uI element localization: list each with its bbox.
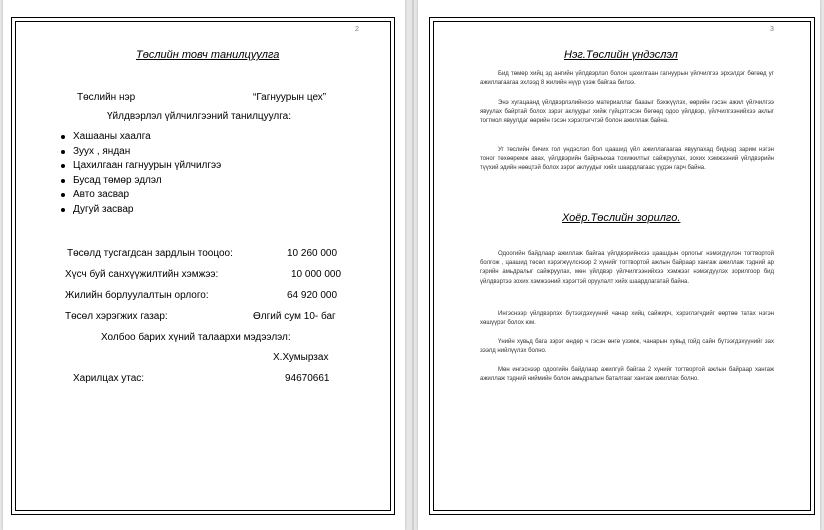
list-item-text: Бусад төмөр эдлэл [73, 174, 162, 186]
section-title-goal: Хоёр.Төслийн зорилго. [562, 212, 681, 224]
bullet-icon [61, 135, 65, 139]
loan-value: 10 000 000 [291, 269, 342, 280]
list-item-text: Цахилгаан гагнуурын үйлчилгээ [73, 160, 222, 172]
paragraph: Үнийн хувьд бага зэрэг өндөр ч гэсэн өнгө үзэмж, чанарын хувьд гойд сайн бүтээгдэхүүнийг зах зээлд нийлүүлэх болно. [480, 339, 774, 355]
contact-name: Х.Хумырзах [273, 352, 329, 363]
revenue-value: 64 920 000 [287, 290, 338, 301]
revenue-label: Жилийн борлуулалтын орлого: [65, 290, 209, 301]
bullet-icon [61, 208, 65, 212]
bullet-icon [61, 193, 65, 197]
contact-heading: Холбоо барих хүний талаархи мэдээлэл: [101, 332, 291, 343]
bullet-icon [61, 179, 65, 183]
list-item [61, 159, 221, 174]
page-title: Төслийн товч танилцуулга [136, 49, 280, 61]
list-item-text: Зуух , яндан [73, 145, 131, 157]
budget-label: Төсөлд тусгагдсан зардлын тооцоо: [67, 248, 233, 259]
budget-value: 10 260 000 [287, 248, 338, 259]
document-page-2 [3, 0, 405, 530]
paragraph: Уг төслийн бичих гол үндэслэл бол цаашид үйл ажиллагаагаа явуулахад биднэд зарим нэгэн тоног төхөөремж авах, үйлдвэрийн байрныхаа тохижилтыг сайжруулах, зохих хэмжээний үйлдвэрийн түүхий эдийн нөөцтэй болох зэрэг аклуудыг хийх шаардлагаас үүдэн гарч байна. [480, 147, 774, 172]
project-name-label: Төслийн нэр [77, 92, 136, 103]
list-item-text: Авто засвар [73, 189, 130, 201]
section-title-rationale: Нэг.Төслийн үндэслэл [564, 49, 678, 61]
list-item [61, 203, 221, 218]
list-item [61, 145, 221, 160]
page-number: 3 [770, 26, 774, 33]
phone-value: 94670661 [285, 373, 330, 384]
paragraph: Мөн ингэснээр одоогийн байдлаар ажилгүй байгаа 2 хүнийг тогтвортой ажлын байраар хангаж ажиллаж тэдний ниймийн болон амьдралын баталгааг хангаж ажиллах болно. [480, 367, 774, 383]
list-item [61, 188, 221, 203]
list-item-text: Дугуй засвар [73, 203, 134, 215]
location-label: Төсөл хэрэгжих газар: [65, 311, 168, 322]
location-value: Өлгий сум 10- баг [253, 311, 336, 322]
document-page-3 [418, 0, 820, 530]
list-item-text: Хашааны хаалга [73, 131, 151, 142]
paragraph: Энэ хугацаанд үйлдвэрлэлийнхээ материаллаг баазыг бэхжүүлэх, өөрийн гэсэн ажил үйлчилгээ явуулах байртай болох зэрэг аклуудыг хийж гүйцэтгэсэн бөгөөд одоо үйлдвэр, үйлчилгээнийхээ аклыг тогтмол явуулдаг өөрийн гэсэн хэрэглэгчтэй болон ажиллаж байна. [480, 100, 774, 125]
bullet-icon [61, 150, 65, 154]
page-border-inner [15, 21, 391, 511]
services-list [61, 130, 221, 218]
services-heading: Үйлдвэрлэл үйлчилгээний танилцуулга: [107, 111, 292, 122]
bullet-icon [61, 164, 65, 168]
list-item [61, 130, 221, 145]
project-name-value: “Гагнуурын цех” [253, 92, 327, 103]
phone-label: Харилцах утас: [73, 373, 145, 384]
loan-label: Хүсч буй санхүүжилтийн хэмжээ: [65, 269, 219, 280]
paragraph: Ингэснээр үйлдвэрлэх бүтээгдэхүүний чанар хийц сайжирч, хэрэглэгчдийг өөртөө татах нэгэн хөшүүрэг болох юм. [480, 311, 774, 327]
paragraph: Одоогийн байдлаар ажиллаж байгаа үйлдвэрийнхээ цаашдын орлогыг нэмэгдүүлэн тогтвортой болгож , цаашид төсөл хэрэгжүүлснээр 2 хүнийг тогтвортой ажлын байраар хангаж ажиллаж тэдний ар гэрийн амьдралыг сайжруулах, мөн үйлдвэр үйлчилгээнийхээ хэмжээг нэмэгдүүлэх зорилгоор бид үйлдвэртээ зохих хэмжээний хэрэгтэй оруулалт хийх шаардлагатай байна. [480, 251, 774, 285]
page-number: 2 [355, 26, 359, 33]
page-gap [412, 0, 414, 530]
list-item [61, 174, 221, 189]
paragraph: Бид төмөр хийц эд ангийн үйлдвэрлэл болон цахилгаан гагнуурын үйлчилгээ эрхэлдэг бөгөөд уг ажиллагаагаа эхлээд 8 жилийн нүүр үзэж байгаа билээ. [480, 71, 774, 87]
